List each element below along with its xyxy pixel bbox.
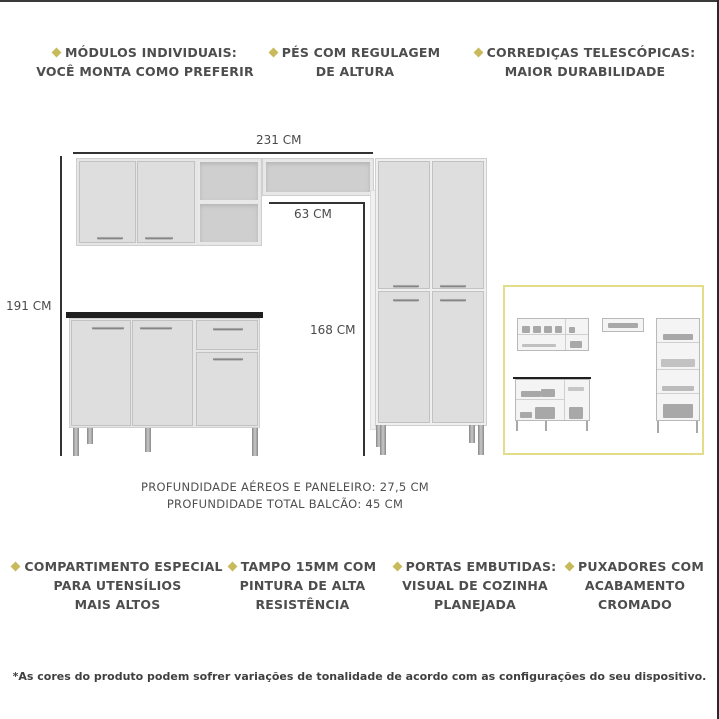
diamond-bullet-icon: [473, 48, 483, 58]
feature-compartimento: [0, 557, 235, 614]
color-disclaimer: *As cores do produto podem sofrer variações de tonalidade de acordo com as configurações do seu dispositivo.: [12, 670, 707, 683]
diamond-bullet-icon: [52, 48, 62, 58]
feature-line: MÓDULOS INDIVIDUAIS:: [64, 45, 238, 60]
wall-cabinet-niche-top: [198, 160, 260, 202]
feature-line: PÉS COM REGULAGEM: [281, 45, 441, 60]
handle-icon: [140, 326, 172, 330]
gap-width-label: 63 CM: [294, 207, 332, 221]
feature-line: PARA UTENSÍLIOS: [53, 578, 182, 593]
feature-line: RESISTÊNCIA: [255, 597, 350, 612]
leg-icon: [380, 425, 386, 455]
gap-height-line: [363, 204, 365, 456]
depth-info-line-2: PROFUNDIDADE TOTAL BALCÃO: 45 CM: [166, 497, 404, 511]
total-width-line: [73, 152, 373, 154]
frame-border-top: [0, 0, 719, 2]
feature-corredicas: [465, 43, 705, 81]
total-width-label: 231 CM: [256, 133, 302, 147]
feature-line: PINTURA DE ALTA: [239, 578, 366, 593]
feature-portas-embutidas: [385, 557, 565, 614]
feature-pes-regulagem: [255, 43, 455, 81]
handle-icon: [92, 326, 124, 330]
feature-line: ACABAMENTO: [584, 578, 686, 593]
handle-icon: [145, 236, 173, 240]
feature-line: CORREDIÇAS TELESCÓPICAS:: [486, 45, 696, 60]
leg-icon: [469, 425, 475, 443]
handle-icon: [213, 357, 243, 361]
depth-info-line-1: PROFUNDIDADE AÉREOS E PANELEIRO: 27,5 CM: [140, 480, 430, 494]
leg-icon: [145, 428, 151, 452]
total-height-label: 191 CM: [6, 299, 52, 313]
feature-line: VISUAL DE COZINHA: [402, 578, 548, 593]
depth-info: [120, 479, 450, 513]
base-cabinet-door-2: [132, 320, 193, 426]
feature-line: COMPARTIMENTO ESPECIAL: [24, 559, 223, 574]
diamond-bullet-icon: [268, 48, 278, 58]
leg-icon: [87, 428, 93, 444]
feature-tampo: [215, 557, 390, 614]
gap-width-line: [269, 202, 365, 204]
tall-cabinet-door-bottom-right: [432, 291, 484, 423]
diamond-bullet-icon: [227, 562, 237, 572]
diamond-bullet-icon: [11, 562, 21, 572]
leg-icon: [478, 425, 484, 455]
wall-cabinet-door-left: [79, 161, 136, 243]
tall-cabinet-door-top-left: [378, 161, 430, 289]
wall-cabinet-niche-bottom: [198, 202, 260, 244]
diamond-bullet-icon: [565, 562, 575, 572]
wall-cabinet-door-right: [137, 161, 195, 243]
handle-icon: [440, 298, 466, 302]
feature-puxadores: [560, 557, 710, 614]
base-cabinet-drawer: [196, 320, 258, 350]
diamond-bullet-icon: [392, 562, 402, 572]
handle-icon: [213, 327, 243, 331]
feature-line: PORTAS EMBUTIDAS:: [405, 559, 557, 574]
handle-icon: [393, 284, 419, 288]
handle-icon: [97, 236, 123, 240]
tall-cabinet-door-bottom-left: [378, 291, 430, 423]
tall-cabinet-door-top-right: [432, 161, 484, 289]
leg-icon: [73, 428, 79, 456]
feature-line: VOCÊ MONTA COMO PREFERIR: [36, 64, 254, 79]
gap-height-label: 168 CM: [310, 323, 356, 337]
feature-line: PUXADORES COM: [578, 559, 704, 574]
base-cabinet-door-3: [196, 352, 258, 426]
total-height-line: [60, 156, 62, 456]
leg-icon: [252, 428, 258, 456]
handle-icon: [393, 298, 419, 302]
feature-line: MAIS ALTOS: [74, 597, 161, 612]
feature-line: CROMADO: [598, 597, 672, 612]
feature-line: MAIOR DURABILIDADE: [504, 64, 666, 79]
feature-modulos-individuais: [20, 43, 270, 81]
feature-line: DE ALTURA: [315, 64, 395, 79]
base-cabinet-door-1: [71, 320, 131, 426]
feature-line: PLANEJADA: [434, 597, 516, 612]
feature-line: TAMPO 15MM COM: [240, 559, 377, 574]
handle-icon: [440, 284, 466, 288]
open-cabinets-inset: [503, 285, 704, 455]
